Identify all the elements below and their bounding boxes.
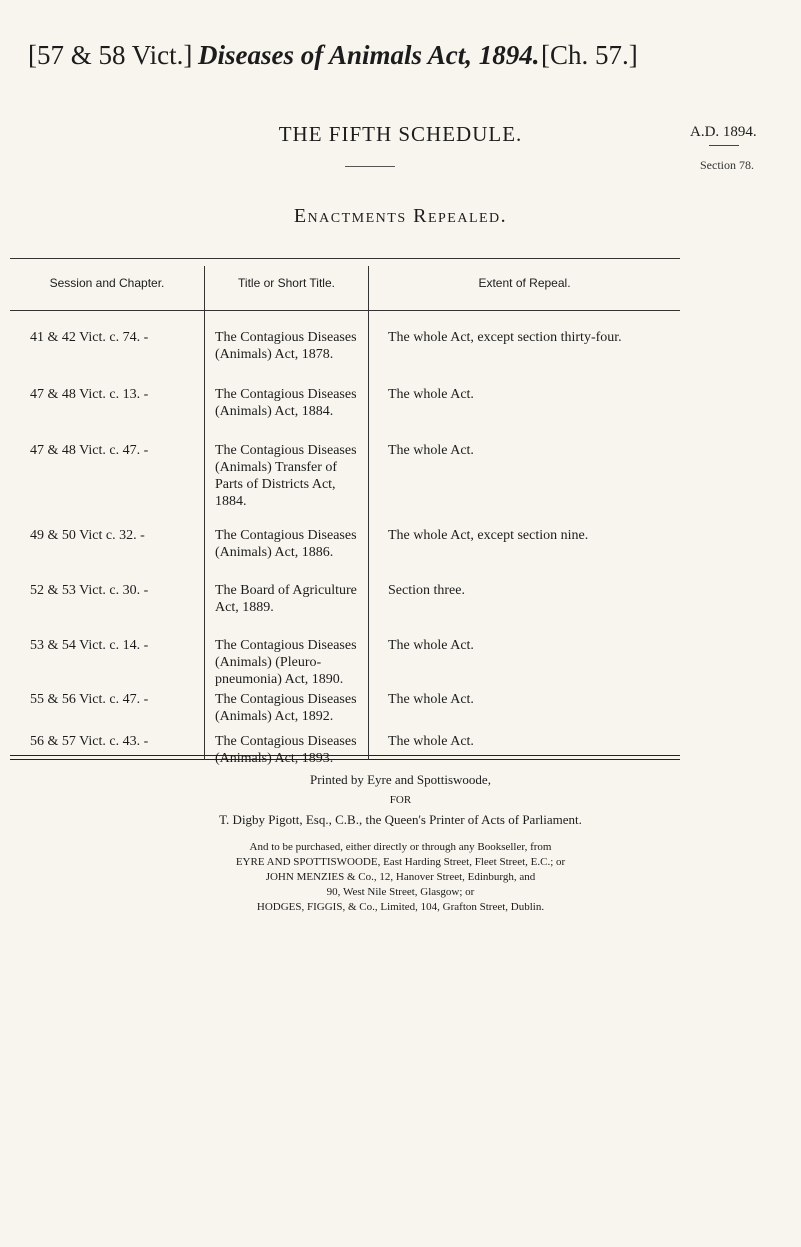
column-divider	[204, 266, 205, 760]
imprint-line: HODGES, FIGGIS, & Co., Limited, 104, Grafton Street, Dublin.	[256, 901, 545, 913]
imprint-sellers	[0, 840, 801, 915]
session-cell: 49 & 50 Vict c. 32. -	[30, 528, 145, 543]
session-cell: 55 & 56 Vict. c. 47. -	[30, 692, 149, 707]
title-cell: The Contagious Diseases (Animals) Act, 1878.	[215, 330, 357, 362]
repeal-table	[10, 258, 680, 766]
table-subtitle: Enactments Repealed.	[293, 205, 508, 227]
extent-cell: The whole Act.	[388, 387, 474, 402]
column-divider	[368, 266, 369, 760]
imprint-for: FOR	[389, 794, 412, 806]
session-cell: 41 & 42 Vict. c. 74. -	[30, 330, 149, 345]
title-cell: The Contagious Diseases (Animals) Act, 1886.	[215, 528, 357, 560]
extent-cell: The whole Act.	[388, 734, 474, 749]
title-rule	[345, 166, 395, 167]
session-cell: 52 & 53 Vict. c. 30. -	[30, 583, 149, 598]
margin-rule	[709, 145, 739, 146]
margin-year: A.D. 1894.	[690, 124, 757, 140]
imprint-printer: Printed by Eyre and Spottiswoode,	[310, 772, 491, 787]
extent-cell: Section three.	[388, 583, 465, 598]
header-chapter: [Ch. 57.]	[541, 40, 638, 70]
title-cell: The Contagious Diseases (Animals) Act, 1892.	[215, 692, 357, 724]
imprint-line: 90, West Nile Street, Glasgow; or	[326, 886, 475, 898]
title-cell: The Contagious Diseases (Animals) Transfer of Parts of Districts Act, 1884.	[215, 443, 357, 509]
extent-cell: The whole Act, except section thirty-four.	[388, 330, 622, 345]
extent-cell: The whole Act.	[388, 443, 474, 458]
title-cell: The Board of Agriculture Act, 1889.	[215, 583, 357, 615]
title-cell: The Contagious Diseases (Animals) Act, 1884.	[215, 387, 357, 419]
session-cell: 47 & 48 Vict. c. 47. -	[30, 443, 149, 458]
header-session: Session and Chapter.	[49, 276, 165, 290]
title-cell: The Contagious Diseases (Animals) (Pleuro-pneumonia) Act, 1890.	[215, 638, 357, 687]
imprint-line: And to be purchased, either directly or through any Bookseller, from	[249, 841, 552, 853]
table-top-rule	[10, 258, 680, 259]
extent-cell: The whole Act.	[388, 638, 474, 653]
extent-cell: The whole Act.	[388, 692, 474, 707]
header-title: Title or Short Title.	[238, 276, 335, 290]
header-regnal-year: [57 & 58 Vict.]	[28, 40, 193, 70]
extent-cell: The whole Act, except section nine.	[388, 528, 589, 543]
header-act-title: Diseases of Animals Act, 1894.	[198, 40, 540, 70]
imprint-line: JOHN MENZIES & Co., 12, Hanover Street, Edinburgh, and	[265, 871, 536, 883]
margin-section: Section 78.	[700, 158, 754, 172]
imprint-line: EYRE AND SPOTTISWOODE, East Harding Street, Fleet Street, E.C.; or	[235, 856, 566, 868]
session-cell: 47 & 48 Vict. c. 13. -	[30, 387, 149, 402]
schedule-title: THE FIFTH SCHEDULE.	[278, 122, 523, 146]
session-cell: 53 & 54 Vict. c. 14. -	[30, 638, 149, 653]
session-cell: 56 & 57 Vict. c. 43. -	[30, 734, 149, 749]
title-cell: The Contagious Diseases (Animals) Act, 1893.	[215, 734, 357, 766]
header-extent: Extent of Repeal.	[478, 276, 571, 290]
imprint-queens-printer: T. Digby Pigott, Esq., C.B., the Queen's Printer of Acts of Parliament.	[219, 812, 582, 827]
table-header-rule	[10, 310, 680, 311]
